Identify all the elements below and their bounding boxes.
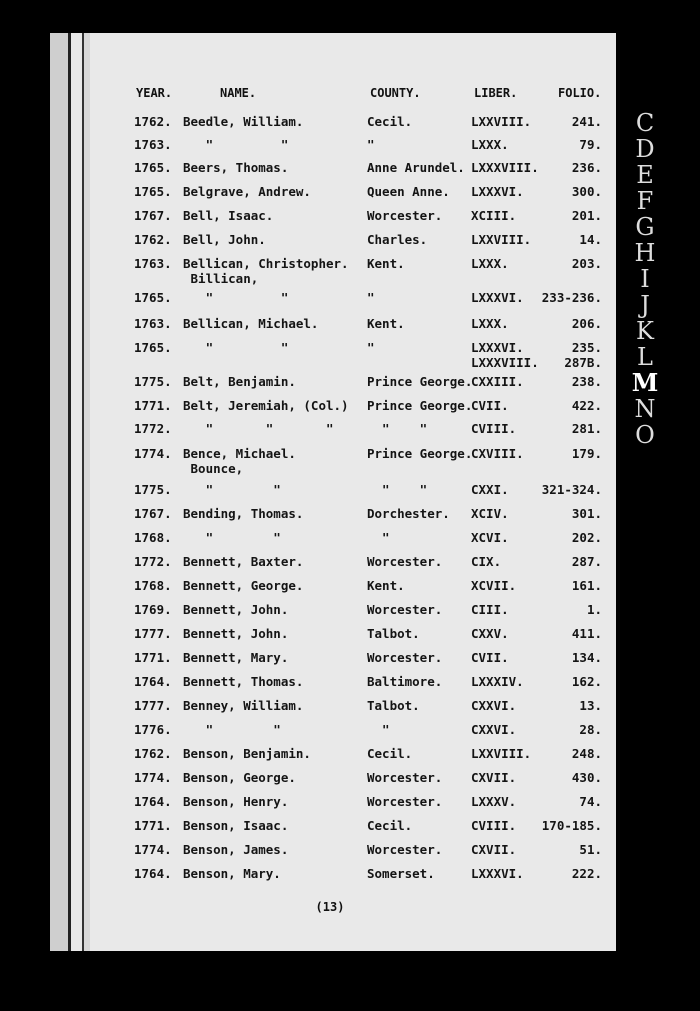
cell-liber: CXVII. (471, 770, 517, 785)
header-county: COUNTY. (370, 86, 421, 100)
cell-year: 1762. (134, 114, 172, 129)
cell-name: Benson, Benjamin. (183, 746, 311, 761)
cell-year: 1765. (134, 184, 172, 199)
cell-year: 1777. (134, 698, 172, 713)
cell-name: " " (183, 530, 281, 545)
cell-name: Beedle, William. (183, 114, 304, 129)
cell-county: Worcester. (367, 554, 443, 569)
cell-liber: XCVII. (471, 578, 517, 593)
cell-name: " " (183, 290, 289, 305)
cell-liber: XCIV. (471, 506, 509, 521)
cell-year: 1763. (134, 256, 172, 271)
cell-name: Bennett, Mary. (183, 650, 289, 665)
cell-year: 1767. (134, 208, 172, 223)
cell-name: Bell, Isaac. (183, 208, 274, 223)
index-tab-k: K (636, 317, 654, 345)
index-tab-o: O (635, 421, 655, 449)
cell-liber: CXXVI. (471, 722, 517, 737)
cell-county: " " (367, 482, 428, 497)
cell-county: " (367, 137, 375, 152)
cell-name: Bellican, Michael. (183, 316, 319, 331)
cell-liber: CIII. (471, 602, 509, 617)
index-tab-e: E (636, 161, 654, 189)
cell-county: Worcester. (367, 650, 443, 665)
cell-year: 1775. (134, 374, 172, 389)
cell-year: 1775. (134, 482, 172, 497)
cell-county: Prince George. (367, 374, 473, 389)
cell-liber: CXXV. (471, 626, 509, 641)
page-binding (50, 33, 71, 951)
cell-county: Kent. (367, 578, 405, 593)
cell-name: Beers, Thomas. (183, 160, 289, 175)
cell-folio: 238. (571, 374, 602, 389)
cell-year: 1762. (134, 746, 172, 761)
cell-year: 1767. (134, 506, 172, 521)
cell-year: 1764. (134, 866, 172, 881)
cell-name: Bence, Michael. Bounce, (183, 446, 296, 476)
cell-liber: CIX. (471, 554, 502, 569)
index-tab-m: M (631, 368, 659, 397)
cell-liber: CVIII. (471, 421, 517, 436)
cell-name: Bennett, Thomas. (183, 674, 304, 689)
cell-county: Cecil. (367, 818, 413, 833)
page-number: (13) (315, 900, 345, 914)
cell-liber: CXVII. (471, 842, 517, 857)
cell-year: 1765. (134, 160, 172, 175)
cell-folio: 287. (571, 554, 602, 569)
cell-folio: 430. (571, 770, 602, 785)
cell-county: Prince George. (367, 398, 473, 413)
cell-liber: LXXXVI. (471, 184, 524, 199)
cell-year: 1765. (134, 340, 172, 355)
cell-folio: 321-324. (541, 482, 602, 497)
cell-folio: 202. (571, 530, 602, 545)
cell-name: " " (183, 137, 289, 152)
cell-liber: LXXXIV. (471, 674, 524, 689)
cell-county: " (367, 290, 375, 305)
cell-county: Charles. (367, 232, 428, 247)
cell-folio: 13. (579, 698, 602, 713)
cell-county: Worcester. (367, 842, 443, 857)
cell-county: Somerset. (367, 866, 435, 881)
cell-folio: 206. (571, 316, 602, 331)
cell-year: 1771. (134, 650, 172, 665)
cell-liber: CVII. (471, 398, 509, 413)
index-tab-c: C (635, 109, 655, 137)
cell-year: 1774. (134, 842, 172, 857)
cell-liber: LXXVIII. (471, 232, 532, 247)
header-name: NAME. (220, 86, 257, 100)
cell-liber: XCIII. (471, 208, 517, 223)
index-tab-d: D (635, 135, 655, 163)
cell-liber: LXXX. (471, 256, 509, 271)
cell-folio: 233-236. (541, 290, 602, 305)
cell-folio: 1. (586, 602, 602, 617)
cell-folio: 411. (571, 626, 602, 641)
cell-folio: 222. (571, 866, 602, 881)
cell-folio: 300. (571, 184, 602, 199)
cell-county: Anne Arundel. (367, 160, 465, 175)
cell-liber: LXXVIII. (471, 746, 532, 761)
cell-year: 1764. (134, 794, 172, 809)
header-liber: LIBER. (474, 86, 518, 100)
cell-county: Talbot. (367, 626, 420, 641)
cell-year: 1771. (134, 818, 172, 833)
cell-liber: LXXXVIII. (471, 160, 539, 175)
cell-county: Kent. (367, 316, 405, 331)
index-tab-h: H (634, 239, 656, 267)
cell-county: Worcester. (367, 602, 443, 617)
index-tab-l: L (637, 343, 653, 371)
cell-name: Benney, William. (183, 698, 304, 713)
cell-county: " (367, 722, 390, 737)
cell-folio: 14. (579, 232, 602, 247)
cell-county: Worcester. (367, 208, 443, 223)
cell-name: Benson, James. (183, 842, 289, 857)
cell-folio: 201. (571, 208, 602, 223)
cell-liber: CXXVI. (471, 698, 517, 713)
cell-name: Benson, Henry. (183, 794, 289, 809)
cell-folio: 248. (571, 746, 602, 761)
cell-folio: 170-185. (541, 818, 602, 833)
cell-county: " " (367, 421, 428, 436)
cell-county: Worcester. (367, 794, 443, 809)
index-tab-f: F (636, 187, 654, 215)
cell-year: 1763. (134, 316, 172, 331)
cell-liber: LXXVIII. (471, 114, 532, 129)
index-tab-i: I (640, 265, 650, 293)
header-year: YEAR. (136, 86, 173, 100)
cell-folio: 28. (579, 722, 602, 737)
cell-name: Benson, Mary. (183, 866, 281, 881)
cell-liber: LXXXV. (471, 794, 517, 809)
cell-folio: 281. (571, 421, 602, 436)
cell-name: Bell, John. (183, 232, 266, 247)
cell-county: Queen Anne. (367, 184, 450, 199)
cell-year: 1772. (134, 554, 172, 569)
cell-year: 1768. (134, 578, 172, 593)
cell-liber: LXXX. (471, 316, 509, 331)
cell-folio: 241. (571, 114, 602, 129)
cell-liber: LXXXVI. (471, 866, 524, 881)
cell-year: 1763. (134, 137, 172, 152)
cell-folio: 162. (571, 674, 602, 689)
cell-folio: 236. (571, 160, 602, 175)
cell-year: 1769. (134, 602, 172, 617)
cell-folio: 79. (579, 137, 602, 152)
index-tab-n: N (634, 395, 656, 423)
cell-name: " " (183, 340, 289, 355)
cell-name: Bellican, Christopher. Billican, (183, 256, 349, 286)
cell-folio: 301. (571, 506, 602, 521)
page-margin-line (82, 33, 90, 951)
cell-liber: CXXI. (471, 482, 509, 497)
cell-liber: XCVI. (471, 530, 509, 545)
cell-folio: 235. 287B. (564, 340, 602, 370)
cell-year: 1764. (134, 674, 172, 689)
cell-name: Bending, Thomas. (183, 506, 304, 521)
index-tab-g: G (635, 213, 655, 241)
cell-name: Bennett, John. (183, 602, 289, 617)
cell-year: 1765. (134, 290, 172, 305)
cell-name: Benson, Isaac. (183, 818, 289, 833)
cell-name: Benson, George. (183, 770, 296, 785)
cell-county: Cecil. (367, 746, 413, 761)
cell-name: Bennett, John. (183, 626, 289, 641)
header-folio: FOLIO. (558, 86, 602, 100)
cell-folio: 179. (571, 446, 602, 461)
cell-county: " (367, 340, 375, 355)
cell-name: Bennett, George. (183, 578, 304, 593)
cell-liber: LXXXVI. (471, 290, 524, 305)
cell-folio: 422. (571, 398, 602, 413)
cell-name: " " (183, 482, 281, 497)
cell-county: " (367, 530, 390, 545)
cell-year: 1774. (134, 446, 172, 461)
cell-liber: LXXX. (471, 137, 509, 152)
cell-folio: 134. (571, 650, 602, 665)
cell-county: Worcester. (367, 770, 443, 785)
cell-county: Kent. (367, 256, 405, 271)
cell-folio: 51. (579, 842, 602, 857)
cell-year: 1762. (134, 232, 172, 247)
cell-name: Bennett, Baxter. (183, 554, 304, 569)
cell-county: Cecil. (367, 114, 413, 129)
cell-year: 1772. (134, 421, 172, 436)
cell-liber: CXXIII. (471, 374, 524, 389)
cell-county: Talbot. (367, 698, 420, 713)
cell-county: Dorchester. (367, 506, 450, 521)
cell-liber: CVII. (471, 650, 509, 665)
cell-name: Belt, Jeremiah, (Col.) (183, 398, 349, 413)
cell-year: 1768. (134, 530, 172, 545)
cell-name: Belt, Benjamin. (183, 374, 296, 389)
cell-county: Baltimore. (367, 674, 443, 689)
cell-name: " " (183, 722, 281, 737)
index-tab-j: J (640, 291, 650, 319)
cell-year: 1774. (134, 770, 172, 785)
cell-folio: 203. (571, 256, 602, 271)
cell-year: 1771. (134, 398, 172, 413)
cell-year: 1777. (134, 626, 172, 641)
cell-liber: CXVIII. (471, 446, 524, 461)
cell-folio: 161. (571, 578, 602, 593)
cell-liber: CVIII. (471, 818, 517, 833)
index-tabs (625, 110, 665, 448)
cell-name: Belgrave, Andrew. (183, 184, 311, 199)
cell-county: Prince George. (367, 446, 473, 461)
cell-year: 1776. (134, 722, 172, 737)
cell-name: " " " (183, 421, 334, 436)
cell-liber: LXXXVI. LXXXVIII. (471, 340, 539, 370)
cell-folio: 74. (579, 794, 602, 809)
